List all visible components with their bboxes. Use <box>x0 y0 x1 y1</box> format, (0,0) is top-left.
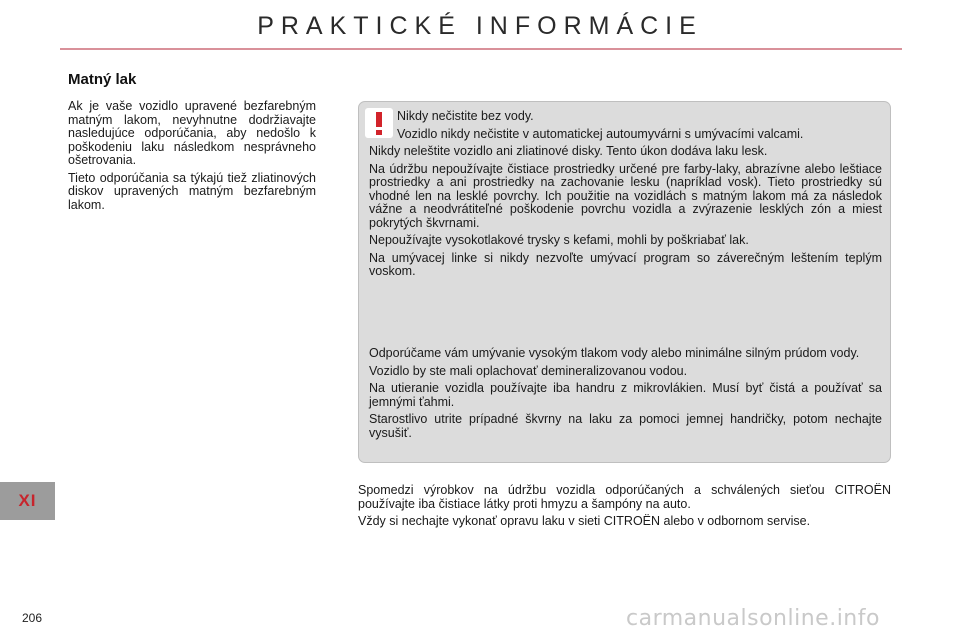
intro-paragraph: Ak je vaše vozidlo upravené bezfarebným matným lakom, nevyhnutne dodržiavajte nasledujúce odporúčania, aby nedošlo k poškodeniu laku následkom nesprávneho ošetrovania. <box>68 99 316 167</box>
page-number: 206 <box>22 611 43 625</box>
warning-paragraph: Na umývacej linke si nikdy nezvoľte umývací program so záverečným leštením teplým voskom. <box>369 250 882 278</box>
intro-text <box>68 100 316 216</box>
footer-paragraph: Vždy si nechajte vykonať opravu laku v sieti CITROËN alebo v odbornom servise. <box>358 514 811 528</box>
footer-paragraph: Spomedzi výrobkov na údržbu vozidla odporúčaných a schválených sieťou CITROËN používajte iba čistiace látky proti hmyzu a šampóny na auto. <box>358 483 891 511</box>
intro-paragraph: Tieto odporúčania sa týkajú tiež zliatinových diskov upravených matným bezfarebným lakom. <box>68 170 316 212</box>
warning-paragraph: Nepoužívajte vysokotlakové trysky s kefami, mohli by poškriabať lak. <box>369 233 749 247</box>
warning-paragraph: Vozidlo nikdy nečistite v automatickej autoumyvárni s umývacími valcami. <box>397 126 804 141</box>
header-divider <box>60 48 902 50</box>
warning-paragraph: Na údržbu nepoužívajte čistiace prostriedky určené pre farby-laky, abrazívne alebo leštiace prostriedky a ani prostriedky na zachovanie lesku (napríklad vosk). Tieto prostriedky sú vhodné len na lesklé povrchy. Ich použitie na vozidlách s matným lakom má za následok vážne a neodvrátiteľné poškodenie povrchu vozidla a zvýrazenie lesklých zón a miest pokrytých škvrnami. <box>369 161 882 230</box>
chapter-tab[interactable]: XI <box>0 482 55 520</box>
recommendation-paragraph: Starostlivo utrite prípadné škvrny na laku za pomoci jemnej handričky, potom nechajte vysušiť. <box>369 412 882 440</box>
warning-box <box>358 101 891 463</box>
warning-text <box>369 110 882 283</box>
warning-paragraph: Nikdy nečistite bez vody. <box>397 109 534 123</box>
footer-text <box>358 484 891 533</box>
watermark: carmanualsonline.info <box>626 606 880 631</box>
recommendation-paragraph: Na utieranie vozidla používajte iba handru z mikrovlákien. Musí byť čistá a používať sa jemnými ťahmi. <box>369 381 882 409</box>
warning-paragraph: Nikdy neleštite vozidlo ani zliatinové disky. Tento úkon dodáva laku lesk. <box>369 144 768 158</box>
recommendation-paragraph: Vozidlo by ste mali oplachovať demineralizovanou vodou. <box>369 363 688 378</box>
recommendation-paragraph: Odporúčame vám umývanie vysokým tlakom vody alebo minimálne silným prúdom vody. <box>369 346 860 360</box>
recommendations-text <box>369 347 882 444</box>
page-title: PRAKTICKÉ INFORMÁCIE <box>257 12 703 40</box>
section-title: Matný lak <box>68 71 137 88</box>
